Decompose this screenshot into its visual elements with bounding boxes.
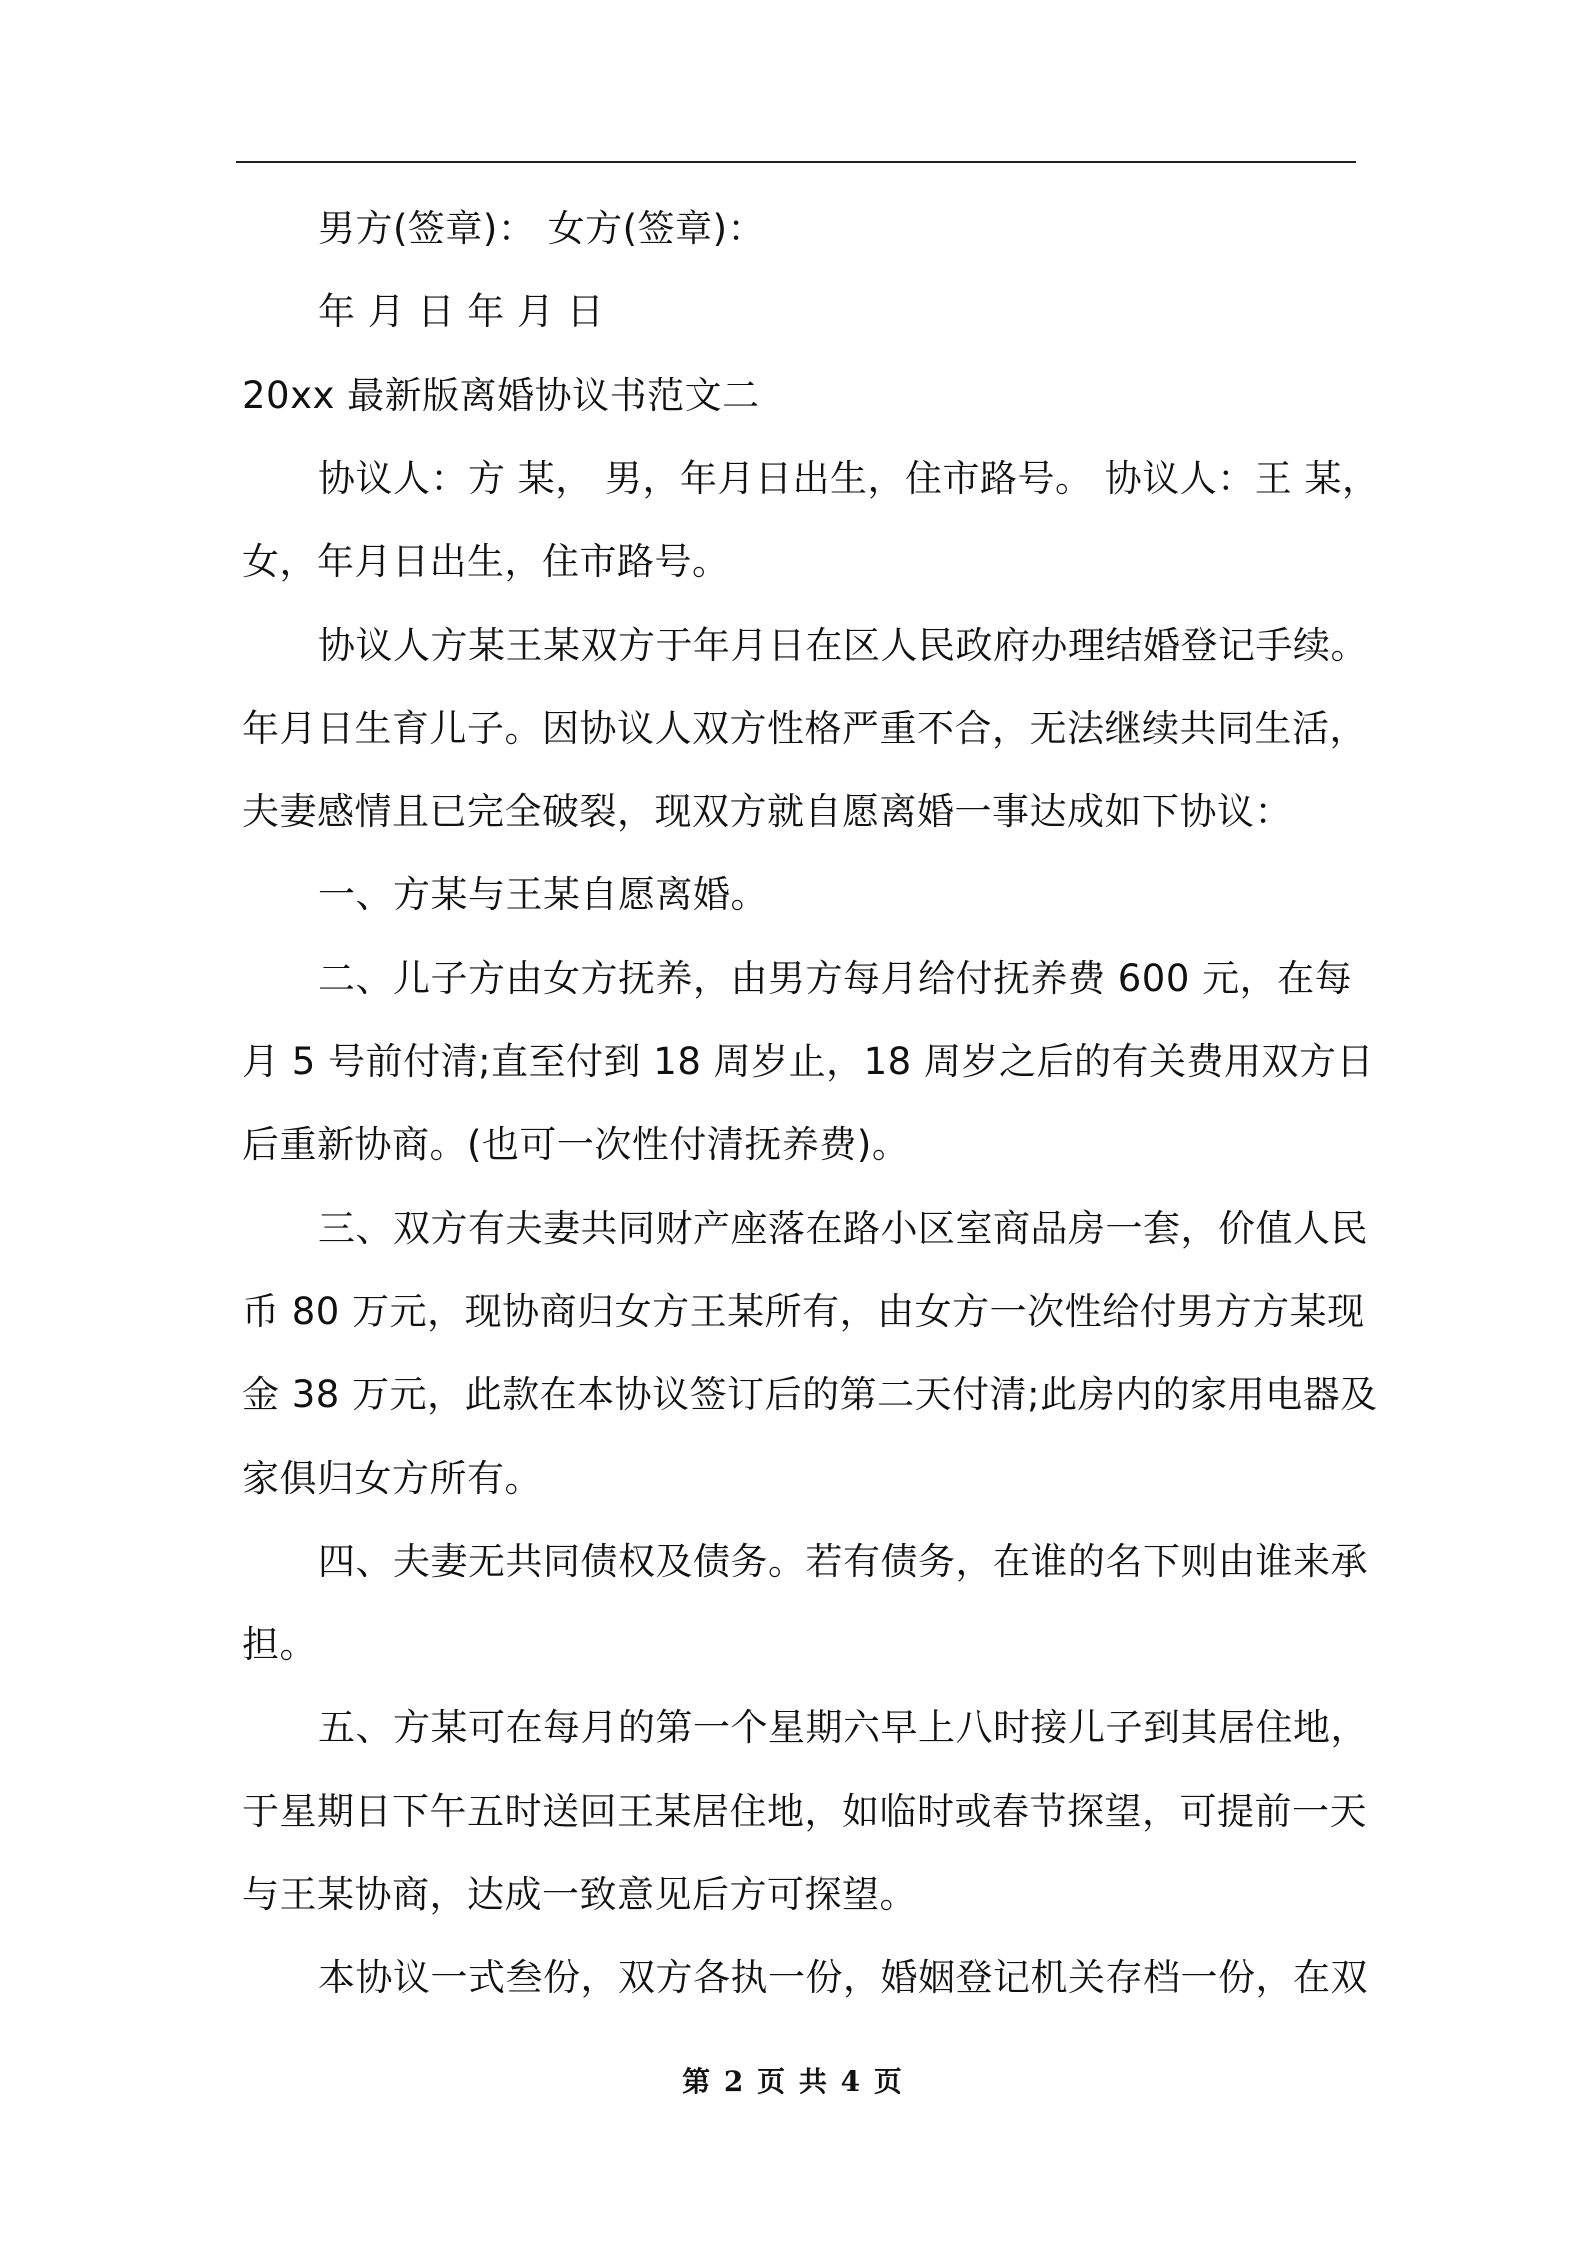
text-line: 家俱归女方所有。 bbox=[242, 1456, 542, 1500]
page-footer: 第 2 页 共 4 页 bbox=[682, 2065, 904, 2098]
text-line: 月 5 号前付清;直至付到 18 周岁止，18 周岁之后的有关费用双方日 bbox=[242, 1040, 1374, 1083]
signature-line: 男方(签章)： 女方(签章)： bbox=[318, 207, 766, 250]
text-line: 金 38 万元，此款在本协议签订后的第二天付清;此房内的家用电器及 bbox=[242, 1373, 1378, 1417]
text-line: 年月日生育儿子。因协议人双方性格严重不合，无法继续共同生活， bbox=[242, 706, 1367, 750]
section-title: 20xx 最新版离婚协议书范文二 bbox=[242, 373, 760, 417]
text-line: 于星期日下午五时送回王某居住地，如临时或春节探望，可提前一天 bbox=[242, 1789, 1367, 1833]
header-rule bbox=[236, 161, 1356, 163]
clause-line: 二、儿子方由女方抚养，由男方每月给付抚养费 600 元，在每 bbox=[318, 956, 1353, 1000]
text-line: 本协议一式叁份，双方各执一份，婚姻登记机关存档一份，在双 bbox=[318, 1956, 1368, 2000]
clause-line: 三、双方有夫妻共同财产座落在路小区室商品房一套，价值人民 bbox=[318, 1206, 1368, 1250]
text-line: 协议人方某王某双方于年月日在区人民政府办理结婚登记手续。 bbox=[318, 623, 1368, 667]
text-line: 币 80 万元，现协商归女方王某所有，由女方一次性给付男方方某现 bbox=[242, 1289, 1365, 1333]
clause-line: 四、夫妻无共同债权及债务。若有债务，在谁的名下则由谁来承 bbox=[318, 1539, 1368, 1583]
text-line: 与王某协商，达成一致意见后方可探望。 bbox=[242, 1873, 917, 1916]
text-line: 女，年月日出生，住市路号。 bbox=[242, 540, 730, 584]
text-line: 夫妻感情且已完全破裂，现双方就自愿离婚一事达成如下协议： bbox=[242, 790, 1292, 834]
clause-line: 五、方某可在每月的第一个星期六早上八时接儿子到其居住地， bbox=[318, 1706, 1368, 1750]
text-line: 担。 bbox=[242, 1623, 317, 1667]
date-line: 年 月 日 年 月 日 bbox=[318, 290, 605, 334]
text-line: 协议人：方 某， 男，年月日出生，住市路号。 协议人：王 某， bbox=[318, 456, 1380, 500]
clause-line: 一、方某与王某自愿离婚。 bbox=[318, 873, 768, 917]
text-line: 后重新协商。(也可一次性付清抚养费)。 bbox=[242, 1123, 910, 1167]
